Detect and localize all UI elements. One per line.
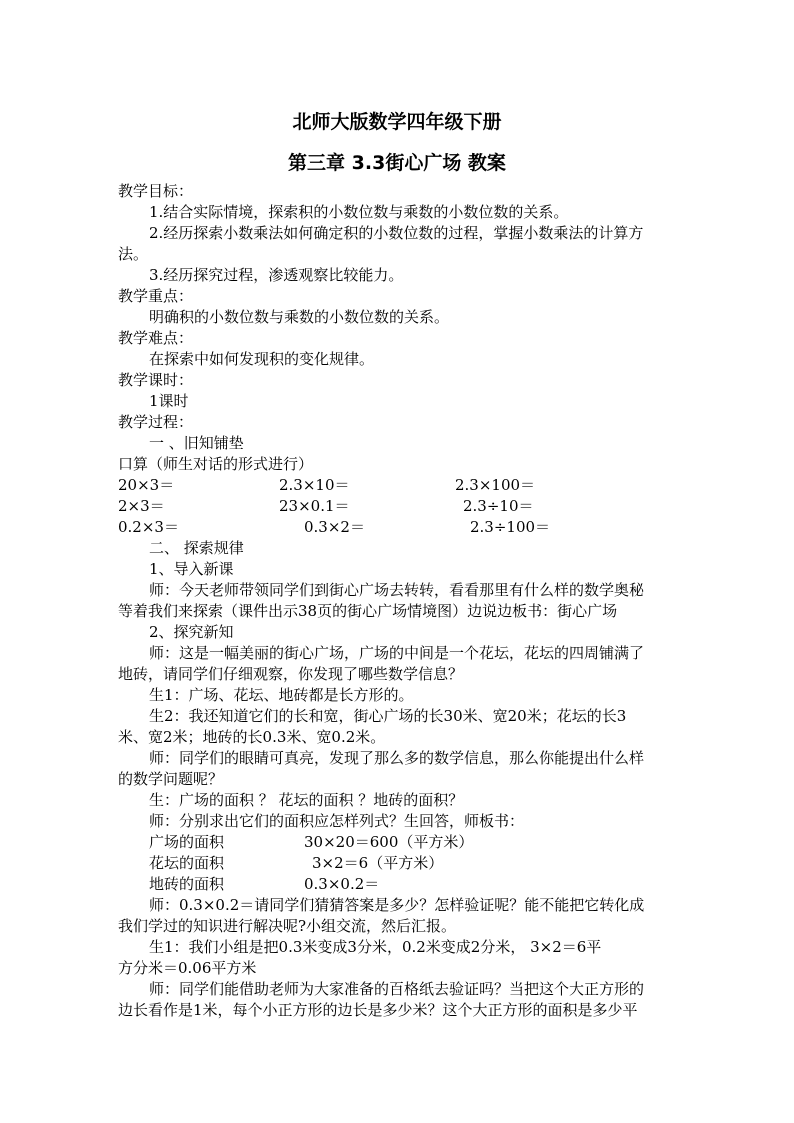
paragraph: 1课时 [149, 392, 189, 410]
area-expression: 3×2＝6（平方米） [312, 854, 444, 872]
oral-item: 2×3＝ [118, 497, 165, 515]
area-expression: 30×20＝600（平方米） [304, 833, 474, 851]
paragraph: 生2：我还知道它们的长和宽，街心广场的长30米、宽20米；花坛的长3 [149, 707, 627, 725]
paragraph: 法。 [118, 245, 149, 263]
document-subtitle: 第三章 3.3街心广场 教案 [288, 152, 506, 174]
paragraph: 师：同学们能借助老师为大家准备的百格纸去验证吗？当把这个大正方形的 [149, 980, 645, 998]
oral-item: 0.3×2＝ [304, 518, 365, 536]
paragraph: 2.经历探索小数乘法如何确定积的小数位数的过程，掌握小数乘法的计算方 [149, 224, 644, 242]
oral-item: 2.3×100＝ [455, 476, 536, 494]
paragraph: 的数学问题呢？ [118, 770, 224, 788]
paragraph: 3.经历探究过程，渗透观察比较能力。 [149, 266, 404, 284]
paragraph: 2、探究新知 [149, 623, 234, 641]
section-heading: 教学目标： [118, 182, 194, 200]
paragraph: 生1：广场、花坛、地砖都是长方形的。 [149, 686, 414, 704]
paragraph: 等着我们来探索（课件出示38页的街心广场情境图）边说边板书：街心广场 [118, 602, 618, 620]
area-expression: 0.3×0.2＝ [304, 875, 380, 893]
paragraph: 口算（师生对话的形式进行） [118, 455, 314, 473]
paragraph: 方分米＝0.06平方米 [118, 959, 257, 977]
paragraph: 生1：我们小组是把0.3米变成3分米，0.2米变成2分米， 3×2＝6平 [149, 938, 602, 956]
area-label: 地砖的面积 [149, 875, 225, 893]
paragraph: 地砖，请同学们仔细观察，你发现了哪些数学信息？ [118, 665, 464, 683]
oral-item: 23×0.1＝ [279, 497, 350, 515]
area-label: 花坛的面积 [149, 854, 225, 872]
paragraph: 我们学过的知识进行解决呢?小组交流，然后汇报。 [118, 917, 457, 935]
oral-item: 20×3＝ [118, 476, 175, 494]
document-title: 北师大版数学四年级下册 [292, 111, 502, 133]
oral-item: 2.3÷10＝ [463, 497, 534, 515]
paragraph: 1、导入新课 [149, 560, 234, 578]
paragraph: 师：0.3×0.2＝请同学们猜猜答案是多少？怎样验证呢？能不能把它转化成 [149, 896, 645, 914]
section-heading: 教学过程： [118, 413, 194, 431]
oral-item: 2.3÷100＝ [470, 518, 551, 536]
oral-item: 0.2×3＝ [118, 518, 179, 536]
paragraph: 在探索中如何发现积的变化规律。 [149, 350, 375, 368]
section-heading: 教学课时： [118, 371, 194, 389]
paragraph: 1.结合实际情境，探索积的小数位数与乘数的小数位数的关系。 [149, 203, 569, 221]
section-heading: 教学难点： [118, 329, 194, 347]
paragraph: 师：这是一幅美丽的街心广场，广场的中间是一个花坛，花坛的四周铺满了 [149, 644, 645, 662]
subsection-heading: 二、 探索规律 [149, 539, 244, 557]
paragraph: 师：分别求出它们的面积应怎样列式？生回答，师板书： [149, 812, 525, 830]
paragraph: 米、宽2米；地砖的长0.3米、宽0.2米。 [118, 728, 386, 746]
area-label: 广场的面积 [149, 833, 225, 851]
paragraph: 生：广场的面积 ？ 花坛的面积 ？地砖的面积？ [149, 791, 464, 809]
paragraph: 明确积的小数位数与乘数的小数位数的关系。 [149, 308, 450, 326]
oral-item: 2.3×10＝ [279, 476, 350, 494]
paragraph: 师：今天老师带领同学们到街心广场去转转，看看那里有什么样的数学奥秘 [149, 581, 645, 599]
paragraph: 师：同学们的眼睛可真亮，发现了那么多的数学信息，那么你能提出什么样 [149, 749, 645, 767]
section-heading: 教学重点： [118, 287, 194, 305]
paragraph: 边长看作是1米，每个小正方形的边长是多少米？这个大正方形的面积是多少平 [118, 1001, 638, 1019]
subsection-heading: 一 、旧知铺垫 [149, 434, 244, 452]
